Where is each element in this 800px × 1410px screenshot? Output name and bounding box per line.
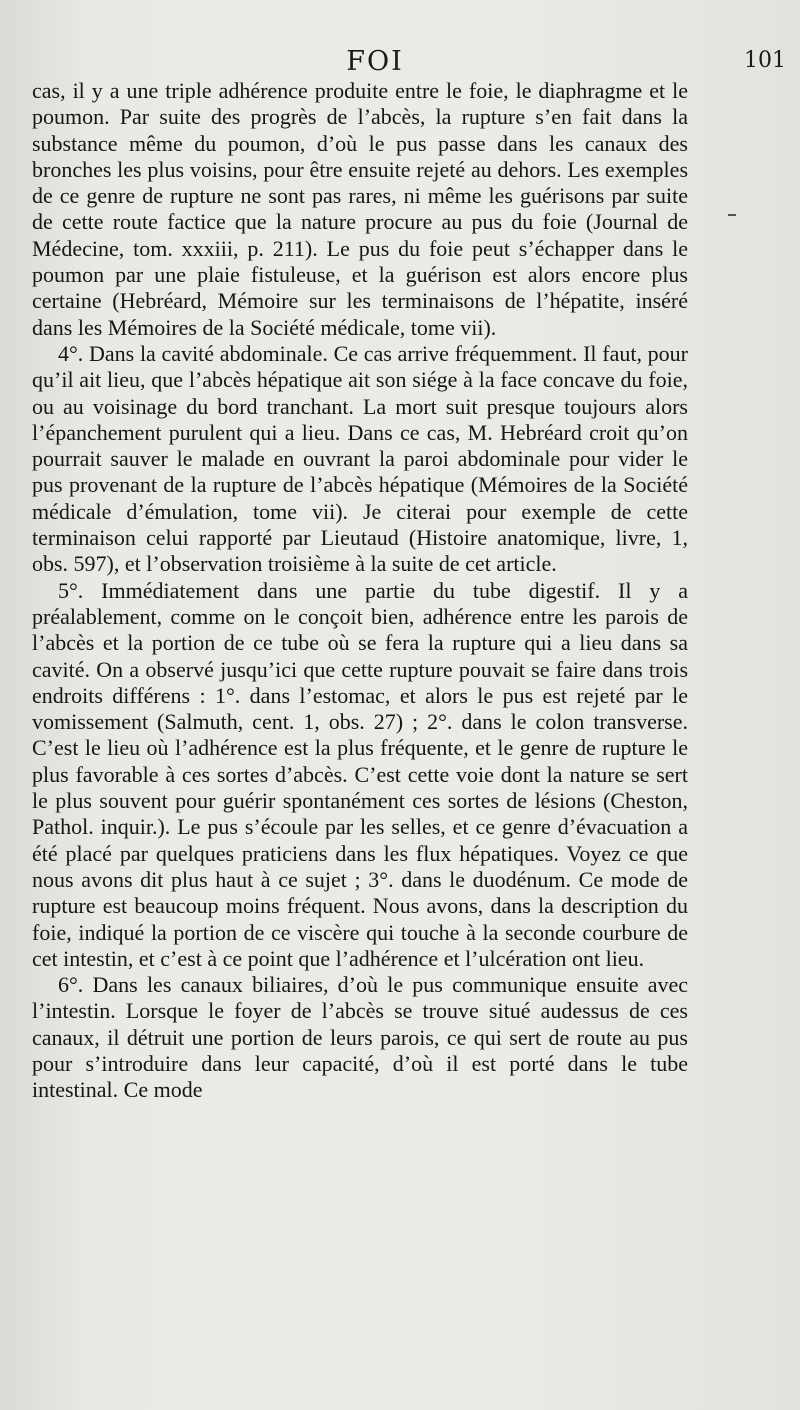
paragraph-4: 6°. Dans les canaux biliaires, d’où le pus communique ensuite avec l’intestin. Lorsque le foyer de l’abcès se trouve situé audessus de ces canaux, il détruit une portion de leurs parois, ce qui sert de route au pus pour s’introduire dans leur capacité, d’où il est porté dans le tube intestinal. Ce mode	[32, 972, 688, 1103]
running-head: FOI	[346, 46, 404, 77]
page-number: 101	[744, 48, 786, 73]
page-header	[0, 42, 800, 82]
paragraph-3: 5°. Immédiatement dans une partie du tube digestif. Il y a préalablement, comme on le conçoit bien, adhérence entre les parois de l’abcès et la portion de ce tube où se fera la rupture qui a lieu dans sa cavité. On a observé jusqu’ici que cette rupture pouvait se faire dans trois endroits différens : 1°. dans l’estomac, et alors le pus est rejeté par le vomissement (Salmuth, cent. 1, obs. 27) ; 2°. dans le colon transverse. C’est le lieu où l’adhérence est la plus fréquente, et le genre de rupture le plus favorable à ces sortes d’abcès. C’est cette voie dont la nature se sert le plus souvent pour guérir spontanément ces sortes de lésions (Cheston, Pathol. inquir.). Le pus s’écoule par les selles, et ce genre d’évacuation a été placé par quelques praticiens dans les flux hépatiques. Voyez ce que nous avons dit plus haut à ce sujet ; 3°. dans le duodénum. Ce mode de rupture est beaucoup moins fréquent. Nous avons, dans la description du foie, indiqué la portion de ce viscère qui touche à la seconde courbure de cet intestin, et c’est à ce point que l’adhérence et l’ulcération ont lieu.	[32, 577, 688, 971]
body-text	[32, 78, 688, 1104]
margin-mark	[728, 214, 736, 216]
paragraph-1: cas, il y a une triple adhérence produite entre le foie, le diaphragme et le poumon. Par suite des progrès de l’abcès, la rupture s’en fait dans la substance même du poumon, d’où le pus passe dans les canaux des bronches les plus voisins, pour être ensuite rejeté au dehors. Les exemples de ce genre de rupture ne sont pas rares, ni même les guérisons par suite de cette route factice que la nature procure au pus du foie (Journal de Médecine, tom. xxxiii, p. 211). Le pus du foie peut s’échapper dans le poumon par une plaie fistuleuse, et la guérison est alors encore plus certaine (Hebréard, Mémoire sur les terminaisons de l’hépatite, inséré dans les Mémoires de la Société médicale, tome vii).	[32, 78, 688, 340]
paragraph-2: 4°. Dans la cavité abdominale. Ce cas arrive fréquemment. Il faut, pour qu’il ait lieu, que l’abcès hépatique ait son siége à la face concave du foie, ou au voisinage du bord tranchant. La mort suit presque toujours alors l’épanchement purulent qui a lieu. Dans ce cas, M. Hebréard croit qu’on pourrait sauver le malade en ouvrant la paroi abdominale pour vider le pus provenant de la rupture de l’abcès hépatique (Mémoires de la Société médicale d’émulation, tome vii). Je citerai pour exemple de cette terminaison celui rapporté par Lieutaud (Histoire anatomique, livre, 1, obs. 597), et l’observation troisième à la suite de cet article.	[32, 340, 688, 577]
